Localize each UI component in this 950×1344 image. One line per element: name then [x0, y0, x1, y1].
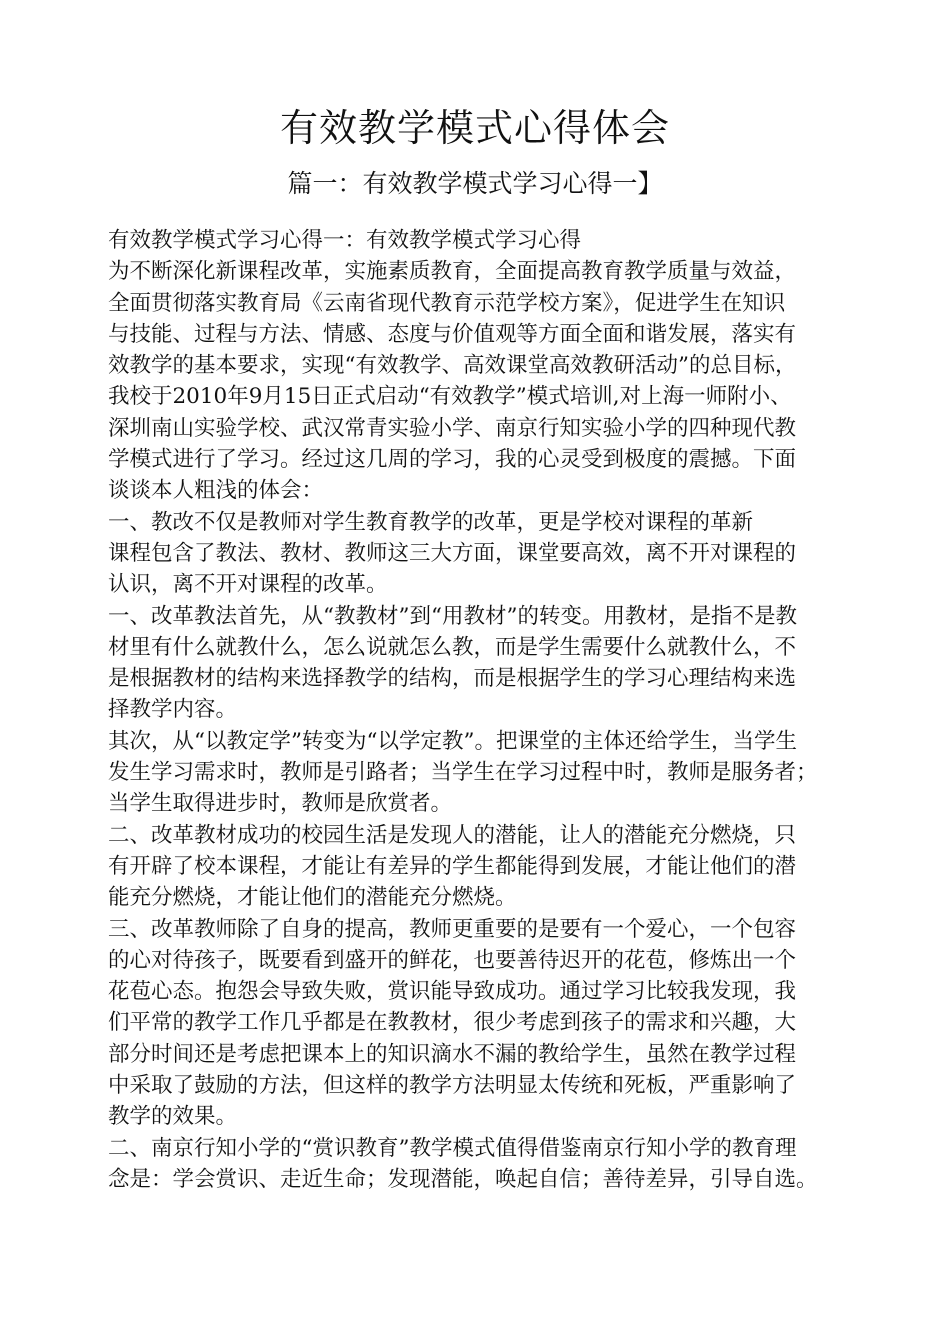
document-subtitle: 篇一：有效教学模式学习心得一】: [287, 169, 663, 198]
document-body: [108, 225, 888, 1195]
body-line: 效教学的基本要求，实现“有效教学、高效课堂高效教研活动”的总目标，: [108, 353, 797, 379]
body-line: 当学生取得进步时，教师是欣赏者。: [108, 791, 453, 817]
body-line: 的心对待孩子，既要看到盛开的鲜花，也要善待迟开的花苞，修炼出一个: [108, 947, 797, 973]
body-line: 认识，离不开对课程的改革。: [108, 572, 388, 598]
body-line: 能充分燃烧，才能让他们的潜能充分燃烧。: [108, 885, 517, 911]
body-line: 深圳南山实验学校、武汉常青实验小学、南京行知实验小学的四种现代教: [108, 415, 797, 441]
document-title: 有效教学模式心得体会: [279, 106, 670, 150]
body-line: 有效教学模式学习心得一：有效教学模式学习心得: [108, 228, 582, 253]
body-line: 材里有什么就教什么，怎么说就怎么教，而是学生需要什么就教什么，不: [108, 634, 797, 660]
body-line: 与技能、过程与方法、情感、态度与价值观等方面全面和谐发展，落实有: [108, 321, 797, 347]
body-line: 花苞心态。抱怨会导致失败，赏识能导致成功。通过学习比较我发现，我: [108, 979, 797, 1005]
body-line: 教学的效果。: [108, 1104, 238, 1130]
body-line: 一、教改不仅是教师对学生教育教学的改革，更是学校对课程的革新: [108, 509, 754, 535]
body-line: 有开辟了校本课程，才能让有差异的学生都能得到发展，才能让他们的潜: [108, 853, 797, 879]
body-line: 一、改革教法首先，从“教教材”到“用教材”的转变。用教材，是指不是教: [108, 603, 797, 629]
body-line: 学模式进行了学习。经过这几周的学习，我的心灵受到极度的震撼。下面: [108, 447, 797, 473]
body-line: 我校于2010年9月15日正式启动“有效教学”模式培训,对上海一师附小、: [108, 384, 792, 410]
body-line: 是根据教材的结构来选择教学的结构，而是根据学生的学习心理结构来选: [108, 666, 797, 692]
body-line: 中采取了鼓励的方法，但这样的教学方法明显太传统和死板，严重影响了: [108, 1073, 797, 1099]
body-line: 部分时间还是考虑把课本上的知识滴水不漏的教给学生，虽然在教学过程: [108, 1041, 797, 1067]
body-line: 们平常的教学工作几乎都是在教教材，很少考虑到孩子的需求和兴趣，大: [108, 1010, 797, 1036]
body-line: 课程包含了教法、教材、教师这三大方面，课堂要高效，离不开对课程的: [108, 540, 797, 566]
body-line: 三、改革教师除了自身的提高，教师更重要的是要有一个爱心，一个包容: [108, 916, 797, 942]
body-line: 二、改革教材成功的校园生活是发现人的潜能，让人的潜能充分燃烧，只: [108, 822, 797, 848]
body-line: 其次，从“以教定学”转变为“以学定教”。把课堂的主体还给学生，当学生: [108, 728, 797, 754]
body-line: 择教学内容。: [108, 697, 238, 723]
body-line: 为不断深化新课程改革，实施素质教育，全面提高教育教学质量与效益，: [108, 259, 797, 285]
body-line: 二、南京行知小学的“赏识教育”教学模式值得借鉴南京行知小学的教育理: [108, 1135, 797, 1161]
body-line: 发生学习需求时，教师是引路者；当学生在学习过程中时，教师是服务者；: [108, 760, 818, 786]
body-line: 全面贯彻落实教育局《云南省现代教育示范学校方案》，促进学生在知识: [108, 290, 786, 316]
body-line: 念是：学会赏识、走近生命；发现潜能，唤起自信；善待差异，引导自选。: [108, 1166, 818, 1192]
body-line: 谈谈本人粗浅的体会：: [108, 478, 324, 504]
